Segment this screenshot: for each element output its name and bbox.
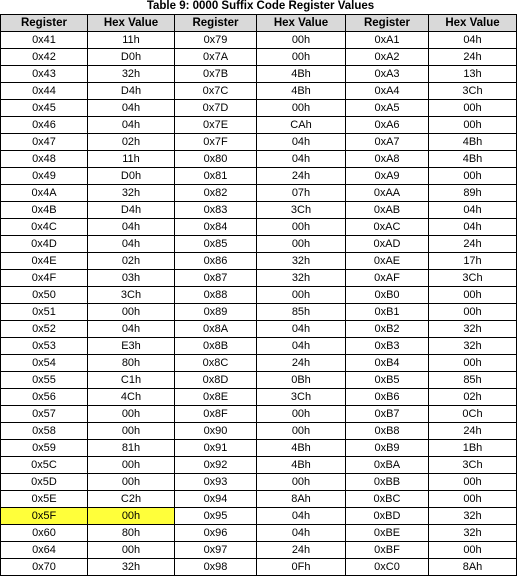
hex-value-cell: 00h <box>429 355 517 372</box>
table-header-row <box>1 15 517 32</box>
register-cell: 0x53 <box>1 338 88 355</box>
table-row <box>1 559 517 576</box>
register-cell: 0xB2 <box>346 321 429 338</box>
hex-value-cell: 04h <box>257 508 346 525</box>
register-cell: 0x4C <box>1 219 88 236</box>
hex-value-cell: 11h <box>88 32 175 49</box>
register-cell: 0x8B <box>175 338 257 355</box>
hex-value-cell: 02h <box>429 389 517 406</box>
hex-value-cell: 1Bh <box>429 440 517 457</box>
table-row <box>1 236 517 253</box>
register-cell: 0x4E <box>1 253 88 270</box>
register-cell: 0xA3 <box>346 66 429 83</box>
hex-value-cell: 04h <box>257 321 346 338</box>
hex-value-cell: 11h <box>88 151 175 168</box>
register-cell: 0x4B <box>1 202 88 219</box>
register-cell: 0x87 <box>175 270 257 287</box>
register-cell: 0x85 <box>175 236 257 253</box>
table-row <box>1 117 517 134</box>
table-row <box>1 202 517 219</box>
register-cell: 0x7D <box>175 100 257 117</box>
register-cell: 0x95 <box>175 508 257 525</box>
register-cell: 0xAF <box>346 270 429 287</box>
table-row <box>1 525 517 542</box>
register-cell: 0x58 <box>1 423 88 440</box>
register-cell: 0x49 <box>1 168 88 185</box>
hex-value-cell: 00h <box>257 100 346 117</box>
register-cell: 0xC0 <box>346 559 429 576</box>
register-cell: 0x44 <box>1 83 88 100</box>
table-row <box>1 100 517 117</box>
register-cell: 0x7C <box>175 83 257 100</box>
register-cell: 0x5E <box>1 491 88 508</box>
table-caption: Table 9: 0000 Suffix Code Register Values <box>146 0 375 12</box>
register-cell: 0x90 <box>175 423 257 440</box>
table-row <box>1 185 517 202</box>
register-cell: 0xAC <box>346 219 429 236</box>
register-cell: 0xA5 <box>346 100 429 117</box>
register-cell: 0x83 <box>175 202 257 219</box>
register-cell: 0x82 <box>175 185 257 202</box>
hex-value-cell: 00h <box>257 406 346 423</box>
hex-value-cell: 02h <box>88 134 175 151</box>
register-cell: 0xBF <box>346 542 429 559</box>
register-cell: 0xB7 <box>346 406 429 423</box>
hex-value-cell: 00h <box>88 457 175 474</box>
register-cell: 0x98 <box>175 559 257 576</box>
hex-value-cell: 32h <box>88 66 175 83</box>
hex-value-cell: 00h <box>257 287 346 304</box>
table-row <box>1 49 517 66</box>
table-row <box>1 338 517 355</box>
hex-value-cell: 8Ah <box>429 559 517 576</box>
table-row <box>1 491 517 508</box>
hex-value-cell: 13h <box>429 66 517 83</box>
table-row <box>1 372 517 389</box>
register-cell: 0xB0 <box>346 287 429 304</box>
register-cell: 0x8F <box>175 406 257 423</box>
register-cell: 0xAB <box>346 202 429 219</box>
hex-value-cell: 4Bh <box>429 151 517 168</box>
hex-value-cell: 80h <box>88 525 175 542</box>
register-cell: 0xA8 <box>346 151 429 168</box>
register-cell: 0xB4 <box>346 355 429 372</box>
hex-value-cell: 00h <box>257 32 346 49</box>
hex-value-cell: 04h <box>88 321 175 338</box>
register-cell: 0x60 <box>1 525 88 542</box>
hex-value-cell: 00h <box>429 542 517 559</box>
hex-value-cell: 32h <box>429 321 517 338</box>
register-cell: 0xBA <box>346 457 429 474</box>
register-cell: 0x93 <box>175 474 257 491</box>
register-cell: 0x8D <box>175 372 257 389</box>
register-cell: 0x45 <box>1 100 88 117</box>
register-cell: 0xB1 <box>346 304 429 321</box>
table-row <box>1 389 517 406</box>
register-cell: 0x89 <box>175 304 257 321</box>
hex-value-cell: 0Ch <box>429 406 517 423</box>
register-cell: 0x4A <box>1 185 88 202</box>
register-cell: 0xA4 <box>346 83 429 100</box>
hex-value-cell: 00h <box>88 474 175 491</box>
hex-value-cell: 00h <box>257 219 346 236</box>
table-row <box>1 304 517 321</box>
header-register-3: Register <box>346 15 429 32</box>
register-cell: 0x7F <box>175 134 257 151</box>
register-cell: 0x4D <box>1 236 88 253</box>
register-cell: 0x8A <box>175 321 257 338</box>
register-cell: 0xA6 <box>346 117 429 134</box>
header-register-2: Register <box>175 15 257 32</box>
table-row <box>1 253 517 270</box>
hex-value-cell: 00h <box>257 49 346 66</box>
hex-value-cell: 32h <box>88 559 175 576</box>
hex-value-cell: 04h <box>257 151 346 168</box>
hex-value-cell: 0Bh <box>257 372 346 389</box>
hex-value-cell: 00h <box>429 117 517 134</box>
hex-value-cell: 02h <box>88 253 175 270</box>
register-cell: 0xBC <box>346 491 429 508</box>
hex-value-cell: 3Ch <box>429 270 517 287</box>
register-cell: 0xBE <box>346 525 429 542</box>
hex-value-cell: 04h <box>429 219 517 236</box>
register-cell: 0x81 <box>175 168 257 185</box>
hex-value-cell: 00h <box>257 474 346 491</box>
hex-value-cell: 07h <box>257 185 346 202</box>
register-cell: 0x51 <box>1 304 88 321</box>
hex-value-cell: 24h <box>429 236 517 253</box>
register-cell: 0xAE <box>346 253 429 270</box>
register-cell: 0x80 <box>175 151 257 168</box>
hex-value-cell: 24h <box>429 423 517 440</box>
hex-value-cell: 00h <box>429 287 517 304</box>
table-row <box>1 457 517 474</box>
hex-value-cell: 04h <box>88 100 175 117</box>
register-cell: 0x47 <box>1 134 88 151</box>
register-cell: 0xA2 <box>346 49 429 66</box>
register-cell: 0xAA <box>346 185 429 202</box>
register-cell: 0x92 <box>175 457 257 474</box>
register-cell: 0x54 <box>1 355 88 372</box>
hex-value-cell: 89h <box>429 185 517 202</box>
register-cell: 0x50 <box>1 287 88 304</box>
register-cell: 0x96 <box>175 525 257 542</box>
table-row <box>1 440 517 457</box>
hex-value-cell: 4Ch <box>88 389 175 406</box>
register-cell: 0xA7 <box>346 134 429 151</box>
hex-value-cell: 4Bh <box>257 83 346 100</box>
hex-value-cell: 3Ch <box>429 457 517 474</box>
register-cell: 0xA1 <box>346 32 429 49</box>
hex-value-cell: 04h <box>257 525 346 542</box>
table-row <box>1 406 517 423</box>
hex-value-cell: 04h <box>429 32 517 49</box>
register-cell: 0xB5 <box>346 372 429 389</box>
hex-value-cell: 00h <box>257 236 346 253</box>
register-cell: 0x4F <box>1 270 88 287</box>
hex-value-cell: D4h <box>88 202 175 219</box>
hex-value-cell: 4Bh <box>257 440 346 457</box>
hex-value-cell: 00h <box>429 100 517 117</box>
hex-value-cell: 04h <box>257 134 346 151</box>
register-cell: 0x55 <box>1 372 88 389</box>
hex-value-cell: 00h <box>429 304 517 321</box>
register-cell: 0x70 <box>1 559 88 576</box>
register-cell: 0x5D <box>1 474 88 491</box>
hex-value-cell: 0Fh <box>257 559 346 576</box>
hex-value-cell: C1h <box>88 372 175 389</box>
hex-value-cell: 00h <box>429 168 517 185</box>
table-row <box>1 270 517 287</box>
hex-value-cell: 24h <box>257 542 346 559</box>
hex-value-cell: 32h <box>429 338 517 355</box>
table-body <box>1 32 517 576</box>
hex-value-cell: 04h <box>88 117 175 134</box>
hex-value-cell: 00h <box>88 508 175 525</box>
table-row <box>1 321 517 338</box>
register-cell: 0xA9 <box>346 168 429 185</box>
hex-value-cell: 32h <box>257 253 346 270</box>
hex-value-cell: 3Ch <box>429 83 517 100</box>
hex-value-cell: 00h <box>429 491 517 508</box>
hex-value-cell: 4Bh <box>257 457 346 474</box>
register-cell: 0xB9 <box>346 440 429 457</box>
table-row <box>1 168 517 185</box>
register-cell: 0x79 <box>175 32 257 49</box>
register-cell: 0x57 <box>1 406 88 423</box>
table-row <box>1 151 517 168</box>
hex-value-cell: 00h <box>88 406 175 423</box>
register-cell: 0xBD <box>346 508 429 525</box>
hex-value-cell: 3Ch <box>257 389 346 406</box>
hex-value-cell: 85h <box>257 304 346 321</box>
hex-value-cell: 4Bh <box>257 66 346 83</box>
table-row <box>1 219 517 236</box>
register-cell: 0x94 <box>175 491 257 508</box>
header-hex-value-1: Hex Value <box>88 15 175 32</box>
hex-value-cell: 32h <box>429 508 517 525</box>
register-cell: 0x5F <box>1 508 88 525</box>
register-cell: 0xBB <box>346 474 429 491</box>
register-cell: 0x52 <box>1 321 88 338</box>
table-row <box>1 355 517 372</box>
hex-value-cell: CAh <box>257 117 346 134</box>
table-row <box>1 66 517 83</box>
header-hex-value-3: Hex Value <box>429 15 517 32</box>
hex-value-cell: 04h <box>88 219 175 236</box>
hex-value-cell: D0h <box>88 168 175 185</box>
table-row <box>1 287 517 304</box>
hex-value-cell: 00h <box>88 542 175 559</box>
hex-value-cell: 04h <box>88 236 175 253</box>
table-row <box>1 474 517 491</box>
register-cell: 0x46 <box>1 117 88 134</box>
hex-value-cell: 85h <box>429 372 517 389</box>
hex-value-cell: 81h <box>88 440 175 457</box>
hex-value-cell: 03h <box>88 270 175 287</box>
table-row <box>1 542 517 559</box>
register-values-table <box>0 14 517 576</box>
hex-value-cell: 80h <box>88 355 175 372</box>
hex-value-cell: 04h <box>257 338 346 355</box>
hex-value-cell: 00h <box>88 423 175 440</box>
hex-value-cell: D4h <box>88 83 175 100</box>
hex-value-cell: 00h <box>429 474 517 491</box>
hex-value-cell: 24h <box>257 355 346 372</box>
register-cell: 0x43 <box>1 66 88 83</box>
register-cell: 0xB8 <box>346 423 429 440</box>
hex-value-cell: 24h <box>257 168 346 185</box>
hex-value-cell: 32h <box>257 270 346 287</box>
table-row <box>1 508 517 525</box>
hex-value-cell: 4Bh <box>429 134 517 151</box>
register-cell: 0x7B <box>175 66 257 83</box>
hex-value-cell: 00h <box>88 304 175 321</box>
register-cell: 0x56 <box>1 389 88 406</box>
hex-value-cell: 3Ch <box>257 202 346 219</box>
header-hex-value-2: Hex Value <box>257 15 346 32</box>
register-cell: 0x64 <box>1 542 88 559</box>
hex-value-cell: E3h <box>88 338 175 355</box>
register-cell: 0x42 <box>1 49 88 66</box>
table-row <box>1 32 517 49</box>
table-row <box>1 423 517 440</box>
hex-value-cell: 17h <box>429 253 517 270</box>
register-cell: 0x8E <box>175 389 257 406</box>
register-cell: 0xB3 <box>346 338 429 355</box>
hex-value-cell: 32h <box>429 525 517 542</box>
register-cell: 0x7A <box>175 49 257 66</box>
register-cell: 0x8C <box>175 355 257 372</box>
table-row <box>1 134 517 151</box>
register-cell: 0x5C <box>1 457 88 474</box>
register-cell: 0x86 <box>175 253 257 270</box>
table-row <box>1 83 517 100</box>
hex-value-cell: C2h <box>88 491 175 508</box>
register-cell: 0xB6 <box>346 389 429 406</box>
hex-value-cell: D0h <box>88 49 175 66</box>
register-cell: 0x88 <box>175 287 257 304</box>
hex-value-cell: 8Ah <box>257 491 346 508</box>
header-register-1: Register <box>1 15 88 32</box>
register-cell: 0x7E <box>175 117 257 134</box>
hex-value-cell: 00h <box>257 423 346 440</box>
register-cell: 0x91 <box>175 440 257 457</box>
register-cell: 0xAD <box>346 236 429 253</box>
hex-value-cell: 24h <box>429 49 517 66</box>
register-cell: 0x41 <box>1 32 88 49</box>
hex-value-cell: 3Ch <box>88 287 175 304</box>
hex-value-cell: 32h <box>88 185 175 202</box>
register-cell: 0x84 <box>175 219 257 236</box>
register-cell: 0x59 <box>1 440 88 457</box>
hex-value-cell: 04h <box>429 202 517 219</box>
register-cell: 0x48 <box>1 151 88 168</box>
register-cell: 0x97 <box>175 542 257 559</box>
